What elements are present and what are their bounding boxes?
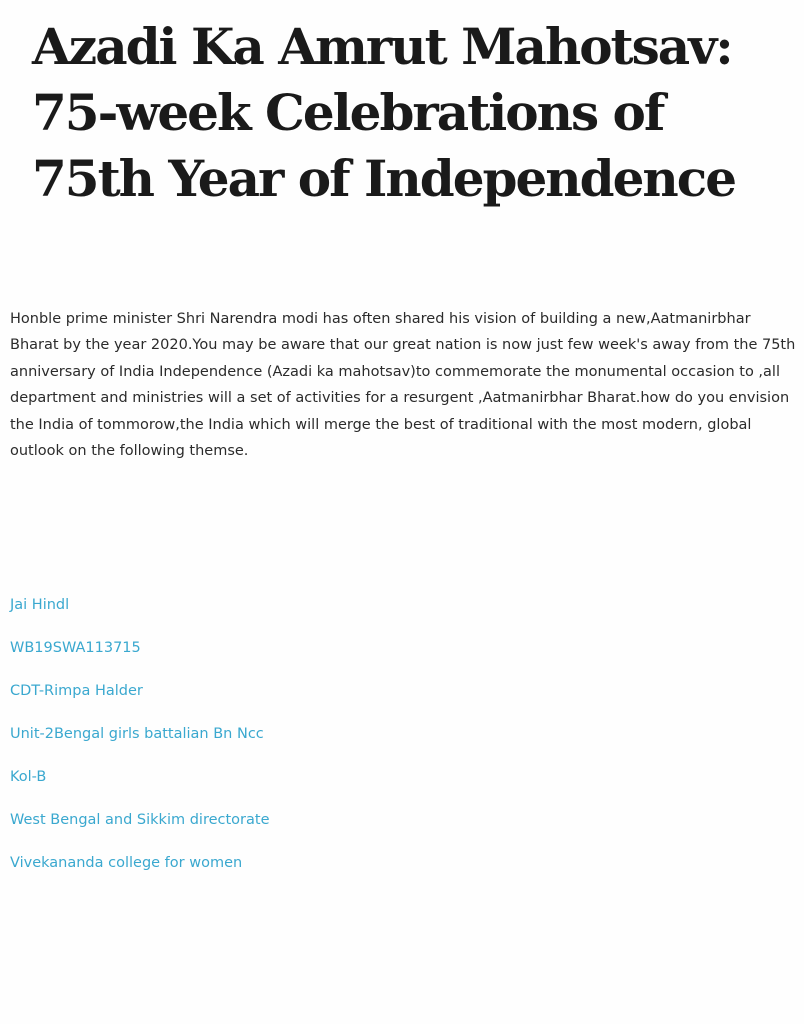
signature-block	[10, 590, 270, 891]
signature-line: West Bengal and Sikkim directorate	[10, 812, 270, 828]
title-line: Azadi Ka Amrut Mahotsav:	[32, 17, 732, 76]
signature-line: WB19SWA113715	[10, 640, 141, 656]
title-line: 75th Year of Independence	[32, 149, 736, 208]
signature-line: CDT-Rimpa Halder	[10, 683, 143, 699]
article-title	[32, 14, 792, 212]
title-line: 75-week Celebrations of	[32, 83, 664, 142]
signature-line: Jai Hindl	[10, 597, 70, 613]
signature-line: Kol-B	[10, 769, 47, 785]
signature-line: Unit-2Bengal girls battalian Bn Ncc	[10, 726, 264, 742]
article-body: Honble prime minister Shri Narendra modi has often shared his vision of building a new,Aatmanirbhar Bharat by the year 2020.You may be aware that our great nation is now just few week's away from the 75th anniversary of India Independence (Azadi ka mahotsav)to commemorate the monumental occasion to ,all department and ministries will a set of activities for a resurgent ,Aatmanirbhar Bharat.how do you envision the India of tommorow,the India which will merge the best of traditional with the most modern, global outlook on the following themse.	[10, 311, 796, 460]
signature-line: Vivekananda college for women	[10, 855, 243, 871]
